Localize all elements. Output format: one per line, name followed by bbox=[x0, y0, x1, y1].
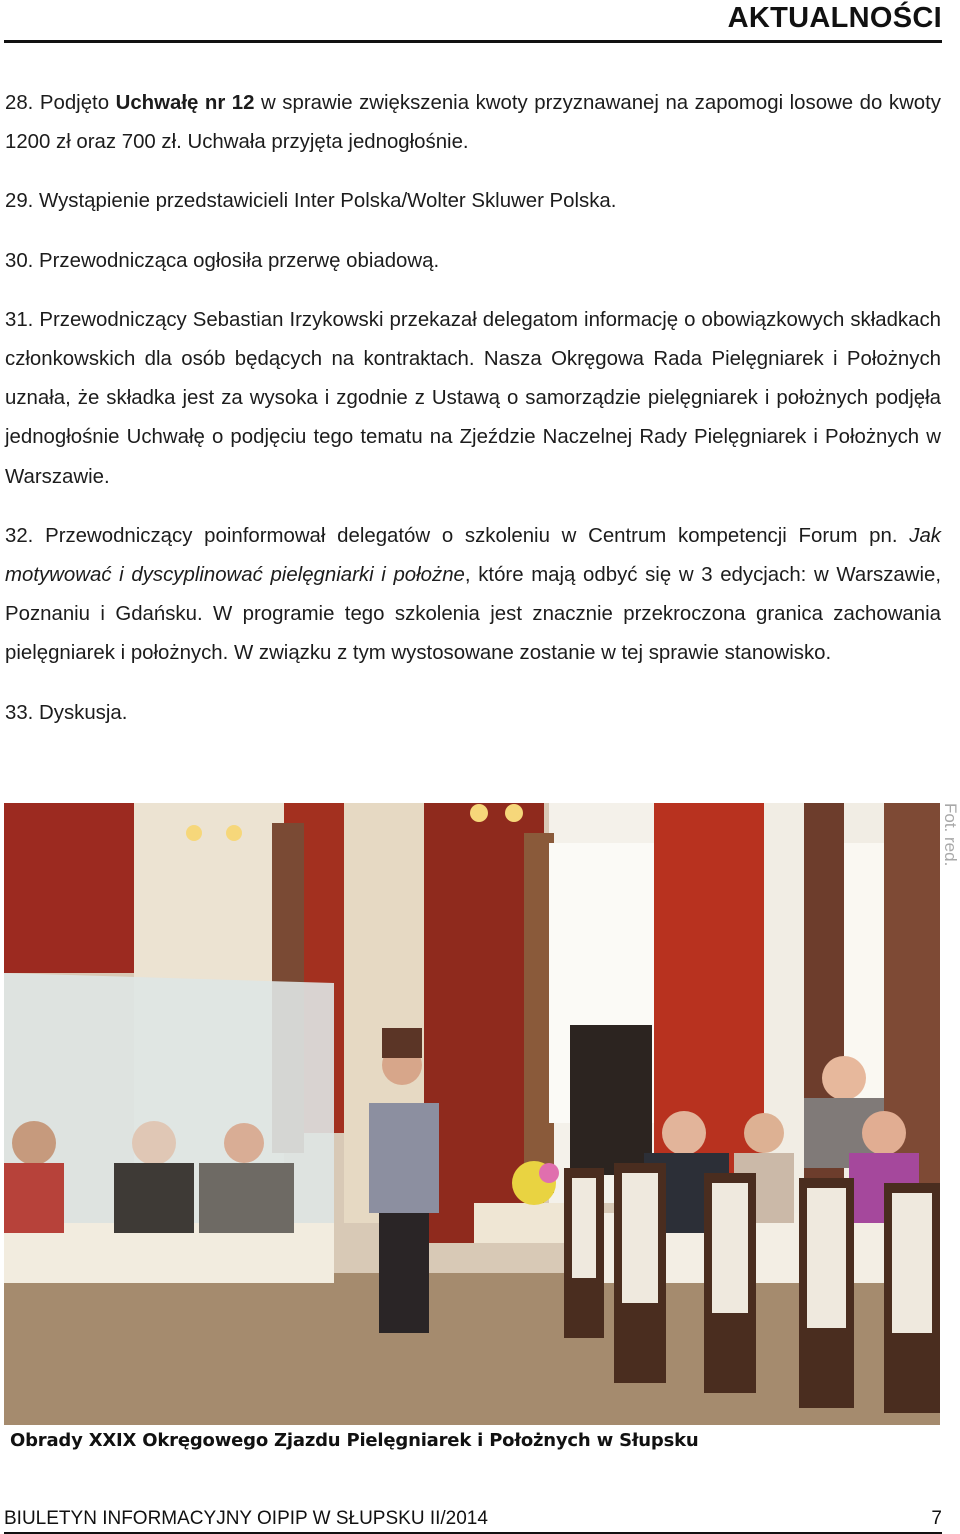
item-32-text-start: Przewodniczący poinformował delegatów o szkoleniu w Centrum kompetencji Forum pn. bbox=[33, 524, 910, 547]
item-33 bbox=[5, 694, 941, 733]
item-33-text: Dyskusja. bbox=[33, 701, 128, 724]
article-body bbox=[5, 84, 941, 753]
photo-credit: Fot. red. bbox=[941, 803, 960, 867]
item-29 bbox=[5, 182, 941, 221]
item-32-number: 32. bbox=[5, 524, 34, 547]
item-28-resolution: Uchwałę nr 12 bbox=[115, 92, 255, 114]
item-30-text: Przewodnicząca ogłosiła przerwę obiadową. bbox=[33, 249, 440, 272]
item-28-text-end: w sprawie zwiększenia kwoty przyznawanej na zapomogi losowe do kwoty 1200 zł oraz 700 zł. Uchwała przyjęta jednogłośnie. bbox=[5, 92, 941, 154]
item-28-number: 28. bbox=[5, 92, 34, 114]
item-30-number: 30. bbox=[5, 249, 34, 272]
item-32 bbox=[5, 517, 941, 674]
page-header bbox=[4, 0, 942, 43]
item-28-text-start: Podjęto bbox=[33, 92, 116, 114]
item-29-text: Wystąpienie przedstawicieli Inter Polska/Wolter Skluwer Polska. bbox=[33, 190, 617, 213]
item-29-number: 29. bbox=[5, 190, 34, 213]
section-title: AKTUALNOŚCI bbox=[727, 2, 942, 34]
page-number: 7 bbox=[931, 1508, 942, 1529]
page-footer bbox=[4, 1508, 942, 1534]
item-32-training-title: Jak motywować i dyscyplinować pielęgniarki i położne bbox=[5, 524, 941, 587]
item-31 bbox=[5, 301, 941, 497]
item-28 bbox=[5, 84, 941, 162]
meeting-photo-illustration bbox=[4, 803, 940, 1425]
item-31-text: Przewodniczący Sebastian Irzykowski przekazał delegatom informację o obowiązkowych składkach członkowskich dla osób będących na kontraktach. Nasza Okręgowa Rada Pielęgniarek i Położnych uznała, że składka jest za wysoka i zgodnie z Ustawą o samorządzie pielęgniarek i położnych podjęła jednogłośnie Uchwałę o podjęciu tego tematu na Zjeździe Naczelnej Rady Pielęgniarek i Położnych w Warszawie. bbox=[5, 308, 941, 488]
item-33-number: 33. bbox=[5, 701, 34, 724]
meeting-photo bbox=[4, 803, 940, 1425]
item-32-text-end: , które mają odbyć się w 3 edycjach: w Warszawie, Poznaniu i Gdańsku. W programie tego szkolenia jest znacznie przekroczona granica zachowania pielęgniarek i położnych. W związku z tym wystosowane zostanie w tej sprawie stanowisko. bbox=[5, 564, 941, 665]
item-31-number: 31. bbox=[5, 308, 34, 331]
publication-name: BIULETYN INFORMACYJNY OIPIP W SŁUPSKU II/2014 bbox=[4, 1508, 488, 1529]
item-30 bbox=[5, 242, 941, 281]
photo-caption: Obrady XXIX Okręgowego Zjazdu Pielęgniarek i Położnych w Słupsku bbox=[10, 1430, 699, 1451]
